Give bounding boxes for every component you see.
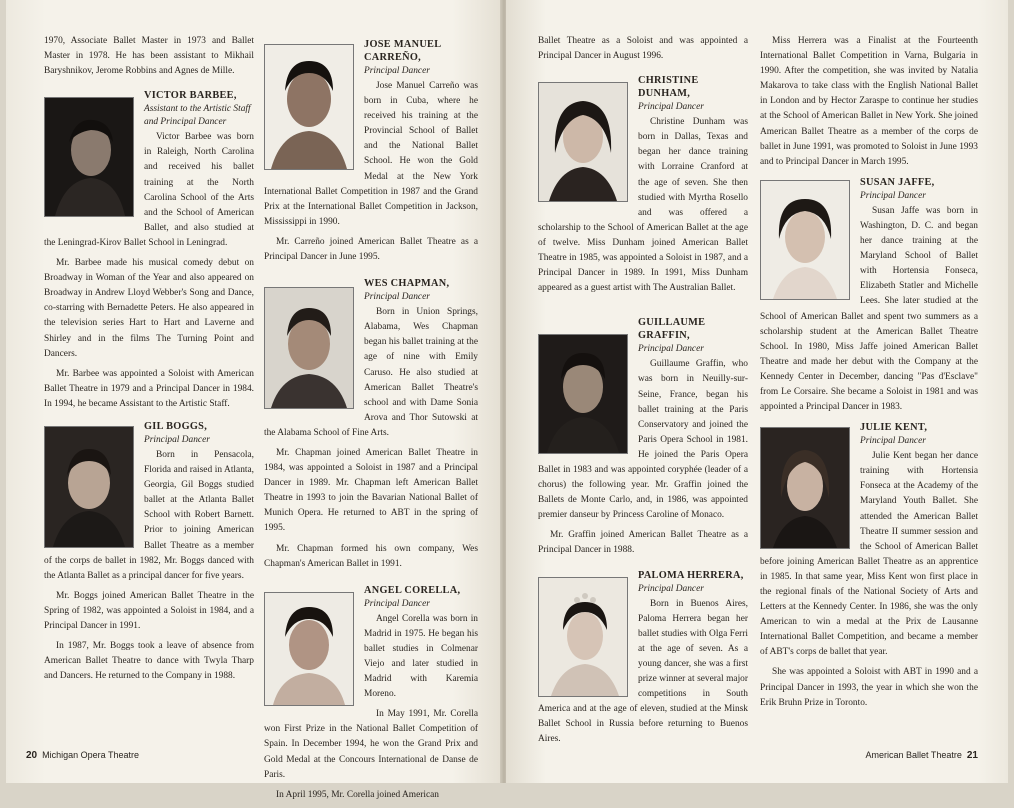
bio-victor-barbee [44,89,254,412]
intro-paragraph: Ballet Theatre as a Soloist and was appointed a Principal Dancer in August 1996. [538,36,748,62]
bio-paragraph: Mr. Barbee was appointed a Soloist with American Ballet Theatre in 1979 and a Principal Dancer in 1984. In 1994, he became Assistant to the Artistic Staff. [44,368,254,409]
dancer-name: PALOMA HERRERA, [638,569,744,581]
bio-susan-jaffe [760,176,978,415]
right-column-2 [760,34,978,716]
page-number: 20 [26,750,38,761]
bio-paragraph: She was appointed a Soloist with ABT in 1990 and a Principal Dancer in 1993, the year in which she won the Erik Bruhn Prize in Toronto. [760,667,978,708]
portrait-photo [538,334,628,454]
dancer-name: CHRISTINE DUNHAM, [638,75,699,100]
bio-paragraph: Mr. Boggs joined American Ballet Theatre in the Spring of 1982, was appointed a Soloist in 1984, and a Principal Dancer in 1991. [44,590,254,631]
dancer-name: GIL BOGGS, [144,420,208,432]
right-column-1 [538,34,748,752]
dancer-role: Principal Dancer [144,434,210,445]
left-page-footer [26,750,139,761]
portrait-photo [538,82,628,202]
bio-paragraph: Christine Dunham was born in Dallas, Texas and began her dance training with Lorraine Cranford at the age of seven. She then studied with Myrtha Rosello and was offered a scholarship to the School of American Ballet at the age of twelve. Miss Dunham joined American Ballet Theatre in 1985, was appointed a Soloist in 1987, and a Principal Dancer in 1989. In 1991, Miss Dunham appeared as a guest artist with The Australian Ballet. [538,117,748,294]
portrait-photo [264,287,354,409]
dancer-role: Principal Dancer [638,102,704,113]
dancer-role: Principal Dancer [638,344,704,355]
dancer-role: Principal Dancer [638,583,704,594]
bio-paragraph: Julie Kent began her dance training with Hortensia Fonseca at the Academy of the Maryland Youth Ballet. She attended the American Ballet Theatre II summer session and the School of American Ballet before joining American Ballet Theatre as an apprentice in 1985. In that same year, Miss Kent won first place in the regional finals of the National Society of Arts and Letters at the Kennedy Center. In 1986, she was the only American to win a medal at the Prix de Lausanne International Ballet Competition, and became a member of ABT's corps de ballet that year. [760,451,978,658]
bio-paragraph: Susan Jaffe was born in Washington, D. C. and began her dance training at the Maryland School of Ballet with Hortensia Fonseca, Elizabeth Statler and Michelle Lees. She later studied at the School of American Ballet and spent two summers as a scholarship student at the American Ballet Theatre School. In 1980, Miss Jaffe joined American Ballet Theatre and made her debut with the Company at the Kennedy Center in December, dancing "Pas d'Esclave" from Le Corsaire. She became a Soloist in 1981 and was appointed a Principal Dancer in 1983. [760,205,978,413]
dancer-role: Principal Dancer [860,190,926,201]
bio-paragraph: In April 1995, Mr. Corella joined American [276,789,439,800]
portrait-photo [44,426,134,548]
bio-paragraph: Victor Barbee was born in Raleigh, North Carolina and received his ballet training at the North Carolina School of the Arts and the School of American Ballet, and also studied at the Leningrad-Kirov Ballet School in Leningrad. [44,132,254,248]
intro-paragraph: 1970, Associate Ballet Master in 1973 and Ballet Master in 1978. He has been assistant to Mikhail Baryshnikov, Jerome Robbins and Agnes de Mille. [44,36,254,77]
publication-label: Michigan Opera Theatre [42,750,140,760]
left-column-2 [264,34,478,808]
dancer-name: GUILLAUME GRAFFIN, [638,317,706,342]
dancer-name: WES CHAPMAN, [364,278,450,290]
bio-paragraph: Angel Corella was born in Madrid in 1975. He began his ballet studies in Colmenar Viejo and later studied in Madrid with Karemia Moreno. [364,613,478,700]
bio-paragraph: Mr. Graffin joined American Ballet Theatre as a Principal Dancer in 1988. [538,530,748,556]
bio-paragraph: Mr. Chapman joined American Ballet Theatre in 1984, was appointed a Soloist in 1987 and a Principal Dancer in 1989. Mr. Chapman left American Ballet Theatre in 1993 to join the Bavarian National Ballet of Munich Opera. He returned to ABT in the spring of 1995. [264,447,478,534]
bio-julie-kent [760,421,978,711]
portrait-photo [264,592,354,706]
bio-paragraph: Born in Union Springs, Alabama, Wes Chapman began his ballet training at the age of nine with Emily Caruso. He also studied at American Ballet Theatre's school and with Dame Sonia Arova and Thor Sutowski at the Alabama School of Fine Arts. [264,307,478,438]
dancer-role: Principal Dancer [364,66,430,76]
dancer-name: VICTOR BARBEE, [144,90,237,102]
intro-paragraph: Miss Herrera was a Finalist at the Fourteenth International Ballet Competition in Varna, Bulgaria in 1990. After the competition, she was invited by Natalia Makarova to take class with the English National Ballet in London and by Hector Zaraspe to continue her studies at the School of American Ballet in New York. She joined American Ballet Theatre as a member of the corps de ballet in June 1991, was promoted to Soloist in June 1993 and to Principal Dancer in March 1995. [760,36,978,167]
bio-paragraph: Born in Buenos Aires, Paloma Herrera began her ballet studies with Olga Ferri at the age of seven. As a young dancer, she was a first prize winner at several major competitions in South America and at the age of eleven, studied at the Minsk Ballet School in Russia before returning to Buenos Aires. [538,598,748,745]
bio-gil-boggs [44,420,254,684]
bio-paragraph: Mr. Barbee made his musical comedy debut on Broadway in Woman of the Year and also appeared on Broadway in Andrew Lloyd Webber's Song and Dance, co-starring with Bernadette Peters. He also appeared in the television series Hart to Hart and Laverne and Shirley and in the films The Turning Point and Dancers. [44,258,254,359]
dancer-role: Principal Dancer [364,598,430,609]
bio-paragraph: Guillaume Graffin, who was born in Neuilly-sur-Seine, France, began his ballet training at the Paris Conservatory and joined the Paris Opera School in 1981. He joined the Paris Opera Ballet in 1983 and was appointed coryphée (leader of a chorus) the following year. Mr. Graffin joined the Ballets de Monte Carlo, and, in 1986, was appointed premier danseur by Princess Caroline of Monaco. [538,359,748,521]
bio-christine-dunham [538,74,748,296]
page-number: 21 [966,750,978,761]
dancer-role: Principal Dancer [860,436,926,447]
dancer-name: JOSE MANUEL CARREÑO, [364,39,441,63]
portrait-photo [538,577,628,697]
dancer-name: JULIE KENT, [860,422,928,434]
dancer-name: SUSAN JAFFE, [860,176,935,188]
bio-paragraph: Mr. Chapman formed his own company, Wes Chapman's American Ballet in 1991. [264,543,478,569]
portrait-photo [760,427,850,549]
dancer-name: ANGEL CORELLA, [364,584,461,596]
bio-paragraph: Jose Manuel Carreño was born in Cuba, where he received his training at the Provincial School of Ballet and the National Ballet School. He won the Gold Medal at the New York International Ballet Competition in 1987 and the Grand Prix at the International Ballet Competition in Jackson, Mississippi in 1990. [264,81,478,227]
portrait-photo [760,180,850,300]
bio-paloma-herrera [538,569,748,748]
bio-wes-chapman [264,277,478,572]
dancer-role: Assistant to the Artistic Staff and Principal Dancer [144,104,251,128]
right-page [506,0,1008,783]
right-page-footer [865,750,978,761]
bio-angel-corella [264,584,478,803]
bio-paragraph: In May 1991, Mr. Corella won First Prize in the National Ballet Competition of Spain. In December 1994, he won the Grand Prix and Gold Medal at the Concours International de Danse de Paris. [264,709,478,780]
bio-paragraph: In 1987, Mr. Boggs took a leave of absence from American Ballet Theatre to dance with Twyla Tharp and Dancers. He returned to the Company in 1988. [44,641,254,682]
publication-label: American Ballet Theatre [865,750,962,760]
portrait-photo [44,97,134,217]
dancer-role: Principal Dancer [364,292,430,303]
bio-paragraph: Mr. Carreño joined American Ballet Theatre as a Principal Dancer in June 1995. [264,236,478,263]
portrait-photo [264,44,354,170]
bio-jose-manuel-carreno [264,38,478,265]
left-page [6,0,502,800]
bio-guillaume-graffin [538,316,748,558]
left-column-1 [44,34,254,689]
bio-paragraph: Born in Pensacola, Florida and raised in Atlanta, Georgia, Gil Boggs studied ballet at the Atlanta Ballet School with Robert Barnett. Prior to joining American Ballet Theatre as a member of the corps de ballet in 1982, Mr. Boggs danced with the Atlanta Ballet as a principal dancer for five years. [44,449,254,581]
